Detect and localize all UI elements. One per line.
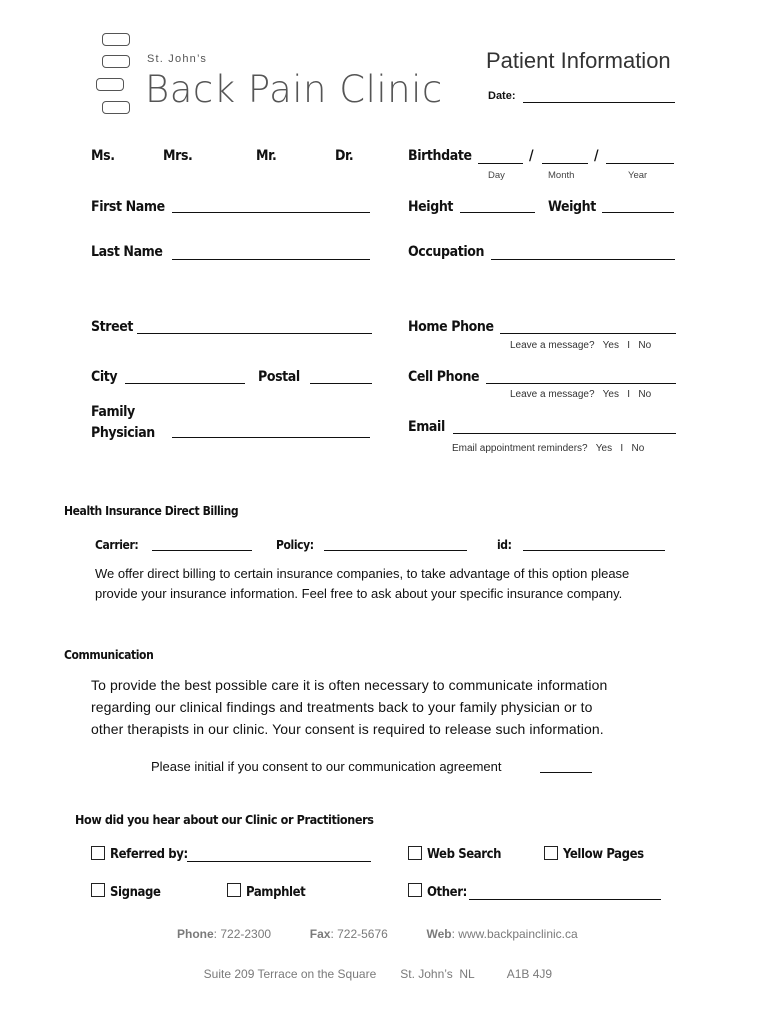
signage-label: Signage: [110, 885, 161, 900]
signage-checkbox[interactable]: [91, 883, 105, 897]
pamphlet-checkbox[interactable]: [227, 883, 241, 897]
email-label: Email: [408, 419, 445, 435]
height-label: Height: [408, 199, 454, 215]
carrier-label: Carrier:: [95, 538, 139, 552]
referred-by-checkbox[interactable]: [91, 846, 105, 860]
home-phone-field[interactable]: [500, 333, 676, 334]
carrier-field[interactable]: [152, 550, 252, 551]
communication-text-line2: regarding our clinical findings and treatments back to your family physician or to: [91, 699, 593, 715]
email-reminders-prompt[interactable]: Email appointment reminders? Yes I No: [452, 443, 645, 454]
date-label: Date:: [488, 90, 516, 102]
footer-web-label: Web: [426, 927, 452, 941]
policy-label: Policy:: [276, 538, 314, 552]
birthdate-separator-1: /: [529, 148, 534, 164]
birthdate-year-field[interactable]: [606, 163, 674, 164]
other-checkbox[interactable]: [408, 883, 422, 897]
clinic-small-name: St. John’s: [147, 53, 208, 65]
date-field[interactable]: [523, 102, 675, 103]
referred-by-label: Referred by:: [110, 847, 188, 862]
birthdate-month-field[interactable]: [542, 163, 588, 164]
home-phone-message-prompt[interactable]: Leave a message? Yes I No: [510, 340, 652, 351]
home-phone-label: Home Phone: [408, 319, 494, 335]
cell-phone-message-prompt[interactable]: Leave a message? Yes I No: [510, 389, 652, 400]
family-physician-label-line1: Family: [91, 404, 135, 420]
footer-fax: : 722-5676: [330, 927, 388, 941]
referral-heading: How did you hear about our Clinic or Practitioners: [75, 812, 374, 827]
id-label: id:: [497, 538, 512, 552]
communication-text-line1: To provide the best possible care it is often necessary to communicate information: [91, 677, 608, 693]
communication-text-line3: other therapists in our clinic. Your consent is required to release such information.: [91, 721, 604, 737]
footer-postal: A1B 4J9: [506, 967, 553, 981]
last-name-field[interactable]: [172, 259, 370, 260]
title-dr[interactable]: Dr.: [335, 148, 354, 164]
web-search-label: Web Search: [427, 847, 502, 862]
consent-initial-field[interactable]: [540, 772, 592, 773]
title-mrs[interactable]: Mrs.: [163, 148, 193, 164]
height-field[interactable]: [460, 212, 535, 213]
logo-block-4: [102, 101, 130, 114]
other-label: Other:: [427, 885, 467, 900]
birthdate-label: Birthdate: [408, 148, 472, 164]
last-name-label: Last Name: [91, 244, 163, 260]
yellow-pages-checkbox[interactable]: [544, 846, 558, 860]
communication-heading: Communication: [64, 648, 154, 662]
footer-street: Suite 209 Terrace on the Square: [203, 967, 377, 981]
pamphlet-label: Pamphlet: [246, 885, 306, 900]
consent-initial-prompt: Please initial if you consent to our communication agreement: [151, 759, 502, 774]
insurance-text-line2: provide your insurance information. Feel free to ask about your specific insurance company.: [95, 586, 623, 601]
footer-phone-label: Phone: [177, 927, 214, 941]
birthdate-month-caption: Month: [548, 170, 575, 181]
birthdate-year-caption: Year: [628, 170, 648, 181]
city-label: City: [91, 369, 118, 385]
referred-by-field[interactable]: [187, 861, 371, 862]
footer-address: [197, 953, 552, 981]
yellow-pages-label: Yellow Pages: [563, 847, 644, 862]
cell-phone-field[interactable]: [486, 383, 676, 384]
logo-block-1: [102, 33, 130, 46]
first-name-field[interactable]: [172, 212, 370, 213]
street-label: Street: [91, 319, 134, 335]
weight-field[interactable]: [602, 212, 674, 213]
family-physician-field[interactable]: [172, 437, 370, 438]
postal-label: Postal: [258, 369, 300, 385]
occupation-label: Occupation: [408, 244, 485, 260]
footer-web[interactable]: : www.backpainclinic.ca: [451, 927, 578, 941]
web-search-checkbox[interactable]: [408, 846, 422, 860]
title-mr[interactable]: Mr.: [256, 148, 277, 164]
title-ms[interactable]: Ms.: [91, 148, 115, 164]
footer-contact: [177, 927, 578, 941]
birthdate-day-field[interactable]: [478, 163, 523, 164]
logo-block-2: [102, 55, 130, 68]
clinic-name: Back Pain Clinic: [145, 68, 443, 111]
id-field[interactable]: [523, 550, 665, 551]
first-name-label: First Name: [91, 199, 165, 215]
birthdate-separator-2: /: [594, 148, 599, 164]
insurance-text-line1: We offer direct billing to certain insurance companies, to take advantage of this option please: [95, 566, 630, 581]
weight-label: Weight: [548, 199, 596, 215]
footer-city: St. John’s NL: [400, 967, 475, 981]
footer-fax-label: Fax: [309, 927, 331, 941]
policy-field[interactable]: [324, 550, 467, 551]
form-title: Patient Information: [486, 48, 671, 73]
footer-phone: : 722-2300: [213, 927, 272, 941]
cell-phone-label: Cell Phone: [408, 369, 480, 385]
street-field[interactable]: [137, 333, 372, 334]
other-field[interactable]: [469, 899, 661, 900]
occupation-field[interactable]: [491, 259, 675, 260]
email-field[interactable]: [453, 433, 676, 434]
birthdate-day-caption: Day: [488, 170, 505, 181]
family-physician-label-line2: Physician: [91, 425, 155, 441]
logo-block-3: [96, 78, 124, 91]
insurance-heading: Health Insurance Direct Billing: [64, 504, 239, 518]
postal-field[interactable]: [310, 383, 372, 384]
city-field[interactable]: [125, 383, 245, 384]
